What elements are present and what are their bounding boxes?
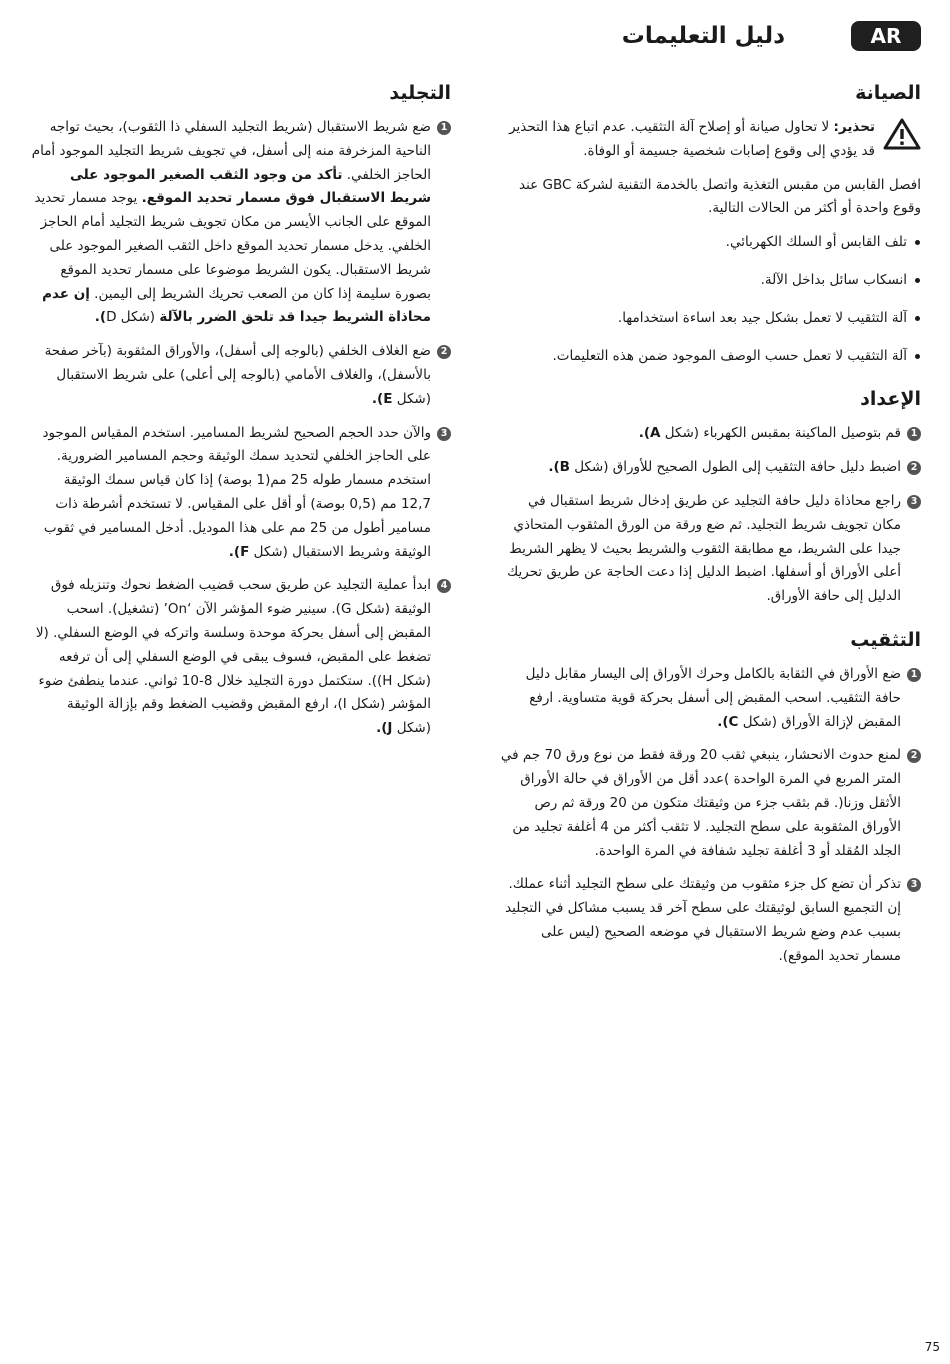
step-number-icon: 2: [437, 345, 451, 359]
language-badge: AR: [851, 21, 921, 51]
figure-ref: B: [559, 459, 570, 476]
step-text: لمنع حدوث الانحشار، ينبغي ثقب 20 ورقة فقط من نوع ورق 70 جم في المتر المربع في المرة الواحدة )عدد أقل من الأوراق في حالة الأوراق الأثقل وزنا(. قم بثقب جزء من وثيقتك متكون من 20 ورقة ثم رص الأوراق المثقوبة على سطح التجليد. لا تثقب أكثر من 4 أغلفة تجليد من الجلد المُقلد أو 3 أغلفة تجليد شفافة في المرة الواحدة.: [500, 747, 901, 859]
punching-heading: التثقيب: [850, 628, 921, 651]
warning-body: لا تحاول صيانة أو إصلاح آلة التثقيب. عدم اتباع هذا التحذير قد يؤدي إلى وقوع إصابات شخصية جسيمة أو الوفاة.: [509, 119, 875, 159]
list-item: آلة التثقيب لا تعمل حسب الوصف الموجود ضمن هذه التعليمات.: [500, 345, 921, 369]
step-text: قم بتوصيل الماكينة بمقبس الكهرباء (شكل A).: [638, 425, 901, 442]
figure-ref: F: [240, 543, 250, 560]
list-item: انسكاب سائل بداخل الآلة.: [500, 269, 921, 293]
step-text: ضع الغلاف الخلفي (بالوجه إلى أسفل)، والأوراق المثقوبة (بآخر صفحة بالأسفل)، والغلاف الأمامي (بالوجه إلى أعلى) على شريط الاستقبال (شكل E).: [44, 343, 431, 407]
binding-step: [30, 574, 451, 741]
figure-ref: J: [387, 720, 393, 737]
setup-step: [500, 422, 921, 446]
setup-section: [500, 386, 921, 609]
figure-ref: C: [728, 713, 739, 730]
step-text: تذكر أن تضع كل جزء مثقوب من وثيقتك على سطح التجليد أثناء عملك. إن التجميع السابق لوثيقتك على سطح آخر قد يسبب مشاكل في التجليد بسبب عدم وضع شريط الاستقبال في موضعه الصحيح (ليس على مسمار تحديد الموقع).: [505, 876, 901, 964]
page-title: دليل التعليمات: [621, 23, 785, 49]
binding-step: [30, 422, 451, 565]
step-number-icon: 1: [907, 427, 921, 441]
step-number-icon: 4: [437, 579, 451, 593]
step-text: ضع الأوراق في الثقابة بالكامل وحرك الأوراق إلى اليسار مقابل دليل حافة التثقيب. اسحب المقبض إلى أسفل بحركة قوية متساوية. ارفع المقبض لإزالة الأوراق (شكل C).: [525, 665, 901, 730]
maintenance-section: [500, 80, 921, 368]
maintenance-heading: الصيانة: [855, 82, 921, 104]
step-number-icon: 2: [907, 461, 921, 475]
step-number-icon: 3: [907, 878, 921, 892]
punching-step: [500, 744, 921, 863]
figure-ref: A: [650, 425, 661, 442]
binding-section: [30, 80, 451, 741]
binding-heading: التجليد: [389, 82, 451, 104]
step-number-icon: 1: [907, 668, 921, 682]
setup-step: [500, 456, 921, 480]
figure-ref: E: [383, 390, 393, 407]
warning-block: [500, 116, 921, 164]
setup-step: [500, 490, 921, 609]
warning-triangle-icon: [883, 118, 921, 150]
right-column: [500, 80, 921, 987]
page-number: 75: [924, 1340, 940, 1354]
step-number-icon: 2: [907, 749, 921, 763]
step-text: راجع محاذاة دليل حافة التجليد عن طريق إدخال شريط استقبال في مكان تجويف شريط التجليد. ثم ضع ورقة من الورق المثقوب المتحاذي جيدا على الشريط، مع مطابقة الثقوب والشريط بحيث لا يظهر الشريط أعلى الأوراق أو أسفلها. اضبط الدليل إذا دعت الحاجة عن طريق تحريك الدليل إلى حافة الأوراق.: [507, 492, 901, 605]
punching-step: [500, 873, 921, 968]
binding-step: [30, 340, 451, 411]
warning-label: تحذير:: [833, 119, 875, 135]
step-text: ابدأ عملية التجليد عن طريق سحب قضيب الضغط نحوك وتنزيله فوق الوثيقة (شكل G). سينير ضوء المؤشر الآن ‘On’ (تشغيل). اسحب المقبض إلى أسفل بحركة موحدة وسلسة واتركه في الوضع السفلي. (لا تضغط على المقبض، فسوف يبقى في الوضع السفلي إلى أن ترفعه (شكل H)). ستكتمل دورة التجليد خلال 8-10 ثواني. عندما ينطفئ ضوء المؤشر (شكل I)، ارفع المقبض وقضيب الضغط وقم بإزالة الوثيقة (شكل J).: [35, 577, 431, 737]
figure-ref: D: [106, 309, 117, 326]
emphasis-text: إن عدم محاذاة الشريط جيدا قد تلحق الضرر بالآلة: [42, 285, 431, 326]
maintenance-bullets: [500, 231, 921, 368]
punching-step: [500, 663, 921, 734]
step-number-icon: 3: [907, 495, 921, 509]
binding-step: [30, 116, 451, 330]
punching-section: [500, 627, 921, 969]
list-item: آلة التثقيب لا تعمل بشكل جيد بعد اساءة استخدامها.: [500, 307, 921, 331]
left-column: [30, 80, 451, 759]
step-number-icon: 1: [437, 121, 451, 135]
maintenance-intro: افصل القابس من مقبس التغذية واتصل بالخدمة التقنية لشركة GBC عند وقوع واحدة أو أكثر من الحالات التالية.: [519, 176, 921, 217]
setup-heading: الإعداد: [860, 388, 921, 411]
step-text: ضع شريط الاستقبال (شريط التجليد السفلي ذا الثقوب)، بحيث تواجه الناحية المزخرفة منه إلى أسفل، في تجويف شريط التجليد الموجود أمام الحاجز الخلفي. تأكد من وجود الثقب الصغير الموجود على شريط الاستقبال فوق مسمار تحديد الموقع. يوجد مسمار تحديد الموقع على الجانب الأيسر من مكان تجويف شريط التجليد أمام الحاجز الخلفي. يدخل مسمار تحديد الموقع داخل الثقب الصغير الموجود على شريط الاستقبال. يكون الشريط موضوعا على مسمار تحديد الموقع بصورة سليمة إذا كان من الصعب تحريك الشريط إلى اليمين. إن عدم محاذاة الشريط جيدا قد تلحق الضرر بالآلة (شكل D).: [31, 119, 431, 326]
list-item: تلف القابس أو السلك الكهربائي.: [500, 231, 921, 255]
step-text: والآن حدد الحجم الصحيح لشريط المسامير. استخدم المقياس الموجود على الحاجز الخلفي لتحديد سمك الوثيقة وحجم المسامير الضرورية. استخدم مسمار طوله 25 مم(1 بوصة) إذا كان قياس سمك الوثيقة 12,7 مم (0,5 بوصة) أو أقل على المقياس. لا تستخدم أشرطة ذات مسامير أطول من 25 مم على هذا الموديل. أدخل المسامير في ثقوب الوثيقة وشريط الاستقبال (شكل F).: [42, 424, 431, 560]
step-text: اضبط دليل حافة التثقيب إلى الطول الصحيح للأوراق (شكل B).: [548, 459, 901, 476]
emphasis-text: تأكد من وجود الثقب الصغير الموجود على شريط الاستقبال فوق مسمار تحديد الموقع.: [70, 166, 431, 207]
warning-text: [500, 116, 875, 164]
step-number-icon: 3: [437, 427, 451, 441]
